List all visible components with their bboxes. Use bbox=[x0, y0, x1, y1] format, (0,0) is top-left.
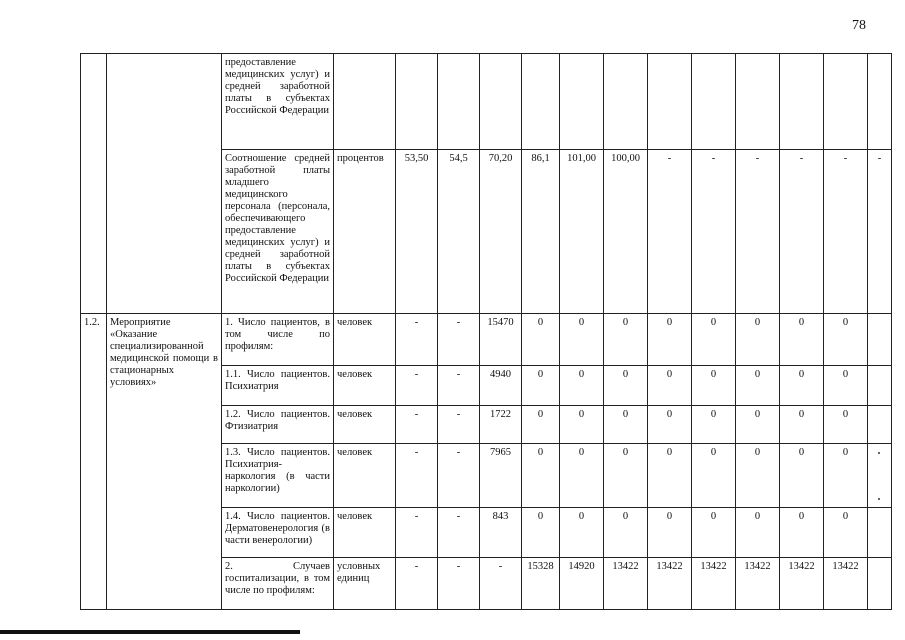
value-cell: 0 bbox=[604, 366, 648, 406]
value-cell: 0 bbox=[604, 314, 648, 366]
unit-cell: человек bbox=[334, 444, 396, 508]
value-cell: 4940 bbox=[480, 366, 522, 406]
value-cell: 0 bbox=[648, 444, 692, 508]
value-cell bbox=[736, 54, 780, 150]
value-cell: 0 bbox=[692, 314, 736, 366]
value-cell: 0 bbox=[522, 366, 560, 406]
scan-speck bbox=[878, 498, 880, 500]
value-cell: 843 bbox=[480, 508, 522, 558]
indicator-cell: 1.2. Число пациентов. Фтизиатрия bbox=[222, 406, 334, 444]
value-cell: 53,50 bbox=[396, 150, 438, 314]
value-cell: 0 bbox=[736, 508, 780, 558]
value-cell: 0 bbox=[560, 406, 604, 444]
indicator-cell: 1.1. Число пациентов. Психиатрия bbox=[222, 366, 334, 406]
unit-cell: человек bbox=[334, 314, 396, 366]
value-cell: 0 bbox=[824, 406, 868, 444]
value-cell: 15328 bbox=[522, 558, 560, 610]
value-cell: 0 bbox=[736, 314, 780, 366]
value-cell: 0 bbox=[824, 508, 868, 558]
activity-cell: Мероприятие «Оказание специализированной медицинской помощи в стационарных условиях» bbox=[107, 314, 222, 610]
value-cell: - bbox=[438, 314, 480, 366]
indicator-cell: 2. Случаев госпитализации, в том числе по профилям: bbox=[222, 558, 334, 610]
value-cell: 0 bbox=[780, 508, 824, 558]
value-cell: 54,5 bbox=[438, 150, 480, 314]
indicator-cell: 1.3. Число пациентов. Психиатрия-наркология (в части наркологии) bbox=[222, 444, 334, 508]
value-cell: 0 bbox=[692, 444, 736, 508]
value-cell bbox=[868, 314, 892, 366]
value-cell: 0 bbox=[648, 406, 692, 444]
value-cell: 0 bbox=[736, 366, 780, 406]
value-cell bbox=[480, 54, 522, 150]
value-cell: 0 bbox=[522, 314, 560, 366]
value-cell: 1722 bbox=[480, 406, 522, 444]
value-cell: - bbox=[396, 508, 438, 558]
value-cell: 0 bbox=[604, 444, 648, 508]
value-cell: 0 bbox=[560, 508, 604, 558]
value-cell: 0 bbox=[780, 314, 824, 366]
value-cell bbox=[522, 54, 560, 150]
unit-cell: человек bbox=[334, 508, 396, 558]
value-cell: 0 bbox=[648, 366, 692, 406]
value-cell: 13422 bbox=[736, 558, 780, 610]
value-cell: - bbox=[480, 558, 522, 610]
value-cell: 15470 bbox=[480, 314, 522, 366]
scan-speck bbox=[878, 452, 880, 454]
value-cell bbox=[868, 54, 892, 150]
number-cell bbox=[81, 54, 107, 314]
value-cell: - bbox=[438, 444, 480, 508]
value-cell: 13422 bbox=[780, 558, 824, 610]
value-cell: 13422 bbox=[692, 558, 736, 610]
value-cell: 86,1 bbox=[522, 150, 560, 314]
value-cell: 13422 bbox=[824, 558, 868, 610]
value-cell bbox=[868, 558, 892, 610]
number-cell: 1.2. bbox=[81, 314, 107, 610]
value-cell: 70,20 bbox=[480, 150, 522, 314]
value-cell bbox=[396, 54, 438, 150]
program-indicators-table bbox=[80, 53, 892, 610]
value-cell bbox=[560, 54, 604, 150]
value-cell: - bbox=[780, 150, 824, 314]
value-cell: 101,00 bbox=[560, 150, 604, 314]
value-cell: 0 bbox=[824, 314, 868, 366]
value-cell: 0 bbox=[736, 406, 780, 444]
value-cell: 7965 bbox=[480, 444, 522, 508]
value-cell: 0 bbox=[604, 508, 648, 558]
value-cell bbox=[438, 54, 480, 150]
unit-cell: человек bbox=[334, 406, 396, 444]
value-cell bbox=[868, 366, 892, 406]
value-cell: 13422 bbox=[648, 558, 692, 610]
page-number: 78 bbox=[852, 18, 866, 33]
value-cell: 0 bbox=[780, 366, 824, 406]
value-cell: - bbox=[438, 366, 480, 406]
value-cell: - bbox=[692, 150, 736, 314]
indicator-cell: Соотношение средней заработной платы младшего медицинского персонала (персонала, обеспечивающего предоставление медицинских услуг) и средней заработной платы в субъектах Российской Федерации bbox=[222, 150, 334, 314]
value-cell: 0 bbox=[824, 366, 868, 406]
value-cell: 13422 bbox=[604, 558, 648, 610]
value-cell: 0 bbox=[560, 366, 604, 406]
unit-cell: условных единиц bbox=[334, 558, 396, 610]
value-cell bbox=[868, 406, 892, 444]
value-cell: - bbox=[396, 366, 438, 406]
value-cell bbox=[604, 54, 648, 150]
value-cell: 0 bbox=[736, 444, 780, 508]
value-cell: 100,00 bbox=[604, 150, 648, 314]
value-cell: - bbox=[824, 150, 868, 314]
value-cell: - bbox=[396, 406, 438, 444]
value-cell: 0 bbox=[692, 508, 736, 558]
value-cell: - bbox=[396, 558, 438, 610]
table-row bbox=[81, 54, 892, 150]
value-cell: 0 bbox=[780, 444, 824, 508]
value-cell: 0 bbox=[604, 406, 648, 444]
value-cell bbox=[868, 508, 892, 558]
value-cell: 0 bbox=[824, 444, 868, 508]
value-cell: - bbox=[396, 444, 438, 508]
unit-cell bbox=[334, 54, 396, 150]
value-cell: 0 bbox=[692, 366, 736, 406]
value-cell: - bbox=[648, 150, 692, 314]
value-cell: 0 bbox=[560, 314, 604, 366]
value-cell: - bbox=[396, 314, 438, 366]
value-cell: - bbox=[438, 508, 480, 558]
value-cell bbox=[780, 54, 824, 150]
value-cell bbox=[824, 54, 868, 150]
indicator-cell: 1. Число пациентов, в том числе по профилям: bbox=[222, 314, 334, 366]
value-cell bbox=[648, 54, 692, 150]
indicator-cell: 1.4. Число пациентов. Дерматовенерология (в части венерологии) bbox=[222, 508, 334, 558]
table-row bbox=[81, 314, 892, 366]
value-cell: - bbox=[736, 150, 780, 314]
value-cell: - bbox=[438, 558, 480, 610]
value-cell: 0 bbox=[648, 314, 692, 366]
value-cell: 0 bbox=[522, 444, 560, 508]
unit-cell: человек bbox=[334, 366, 396, 406]
value-cell: 0 bbox=[522, 508, 560, 558]
value-cell: - bbox=[868, 150, 892, 314]
value-cell: 0 bbox=[692, 406, 736, 444]
value-cell bbox=[692, 54, 736, 150]
unit-cell: процентов bbox=[334, 150, 396, 314]
value-cell: 0 bbox=[780, 406, 824, 444]
scan-edge-bar bbox=[0, 630, 300, 634]
value-cell: 0 bbox=[560, 444, 604, 508]
indicator-cell: предоставление медицинских услуг) и средней заработной платы в субъектах Российской Федерации bbox=[222, 54, 334, 150]
activity-cell bbox=[107, 54, 222, 314]
value-cell: 0 bbox=[648, 508, 692, 558]
value-cell: 14920 bbox=[560, 558, 604, 610]
value-cell: - bbox=[438, 406, 480, 444]
value-cell: 0 bbox=[522, 406, 560, 444]
